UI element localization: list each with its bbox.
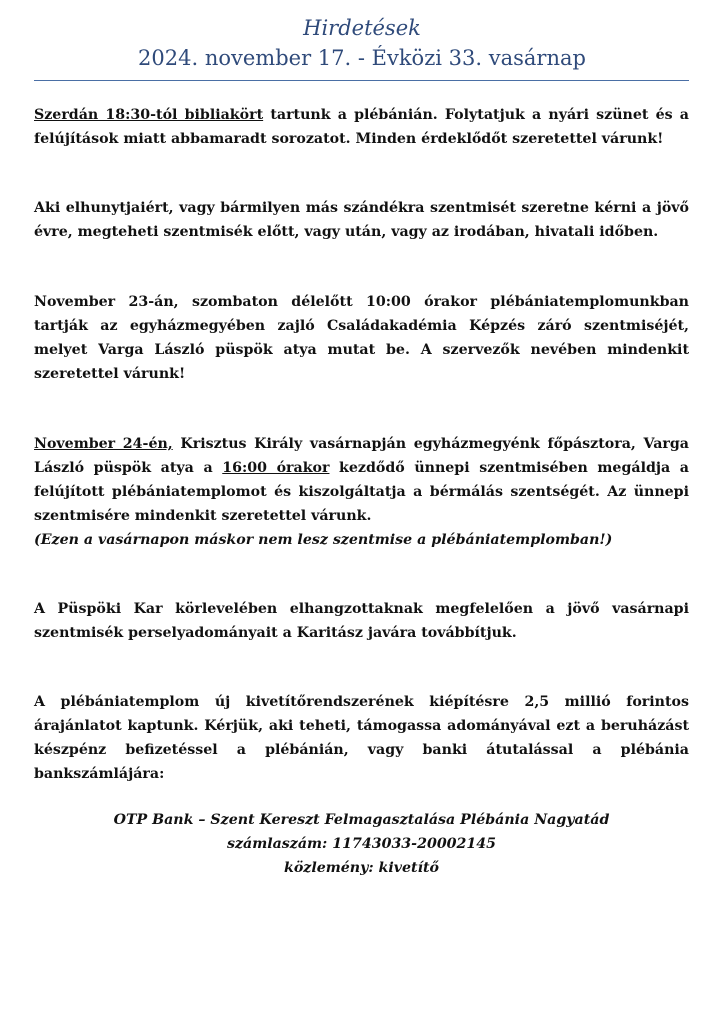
announcement-christ-the-king-note: (Ezen a vasárnapon máskor nem lesz szentmise a plébániatemplomban!) [34,532,613,548]
announcement-projector-fundraising: A plébániatemplom új kivetítőrendszerének kiépítésre 2,5 millió forintos árajánlatot kaptunk. Kérjük, aki teheti, támogassa adományával ezt a beruházást készpénz befizetéssel a plébánián, vagy banki átutalással a plébánia bankszámlájára: [34,694,689,782]
announcement-christ-the-king [34,432,689,552]
page-title: Hirdetések [303,16,421,40]
bank-name-line: OTP Bank – Szent Kereszt Felmagasztalása Plébánia Nagyatád [113,812,610,828]
announcements-body [34,103,689,880]
announcement-christ-the-king-time: 16:00 órakor [222,460,330,476]
announcement-mass-intentions: Aki elhunytjaiért, vagy bármilyen más szándékra szentmisét szeretne kérni a jövő évre, megteheti szentmisék előtt, vagy után, vagy az irodában, hivatali időben. [34,200,689,240]
bank-details [34,808,689,880]
bank-account-line: számlaszám: 11743033-20002145 [226,836,497,852]
announcement-caritas-collection: A Püspöki Kar körlevelében elhangzottaknak megfelelően a jövő vasárnapi szentmisék perselyadományait a Karitász javára továbbítjuk. [34,601,689,641]
bank-reference-line: közlemény: kivetítő [284,860,439,876]
header-divider [34,80,689,81]
announcement-christ-the-king-date: November 24-én, [34,436,173,452]
announcement-bible-study [34,103,689,151]
announcement-bible-study-text: tartunk a plébánián. Folytatjuk a nyári szünet és a felújítások miatt abbamaradt sorozatot. Minden érdeklődőt szeretettel várunk! [34,107,689,147]
announcement-christ-the-king-text1: Krisztus Király vasárnapján egyházmegyénk főpásztora, Varga László püspök atya a [34,436,689,476]
announcement-family-academy: November 23-án, szombaton délelőtt 10:00 órakor plébániatemplomunkban tartják az egyházmegyében zajló Családakadémia Képzés záró szentmiséjét, melyet Varga László püspök atya mutat be. A szervezők nevében mindenkit szeretettel várunk! [34,294,689,382]
announcement-christ-the-king-text2: kezdődő ünnepi szentmisében megáldja a felújított plébániatemplomot és kiszolgáltatja a bérmálás szentségét. Az ünnepi szentmisére mindenkit szeretettel várunk. [34,460,689,524]
page-header [0,14,724,72]
page-subtitle: 2024. november 17. - Évközi 33. vasárnap [138,46,586,70]
announcement-bible-study-time: Szerdán 18:30-tól bibliakört [34,107,264,123]
